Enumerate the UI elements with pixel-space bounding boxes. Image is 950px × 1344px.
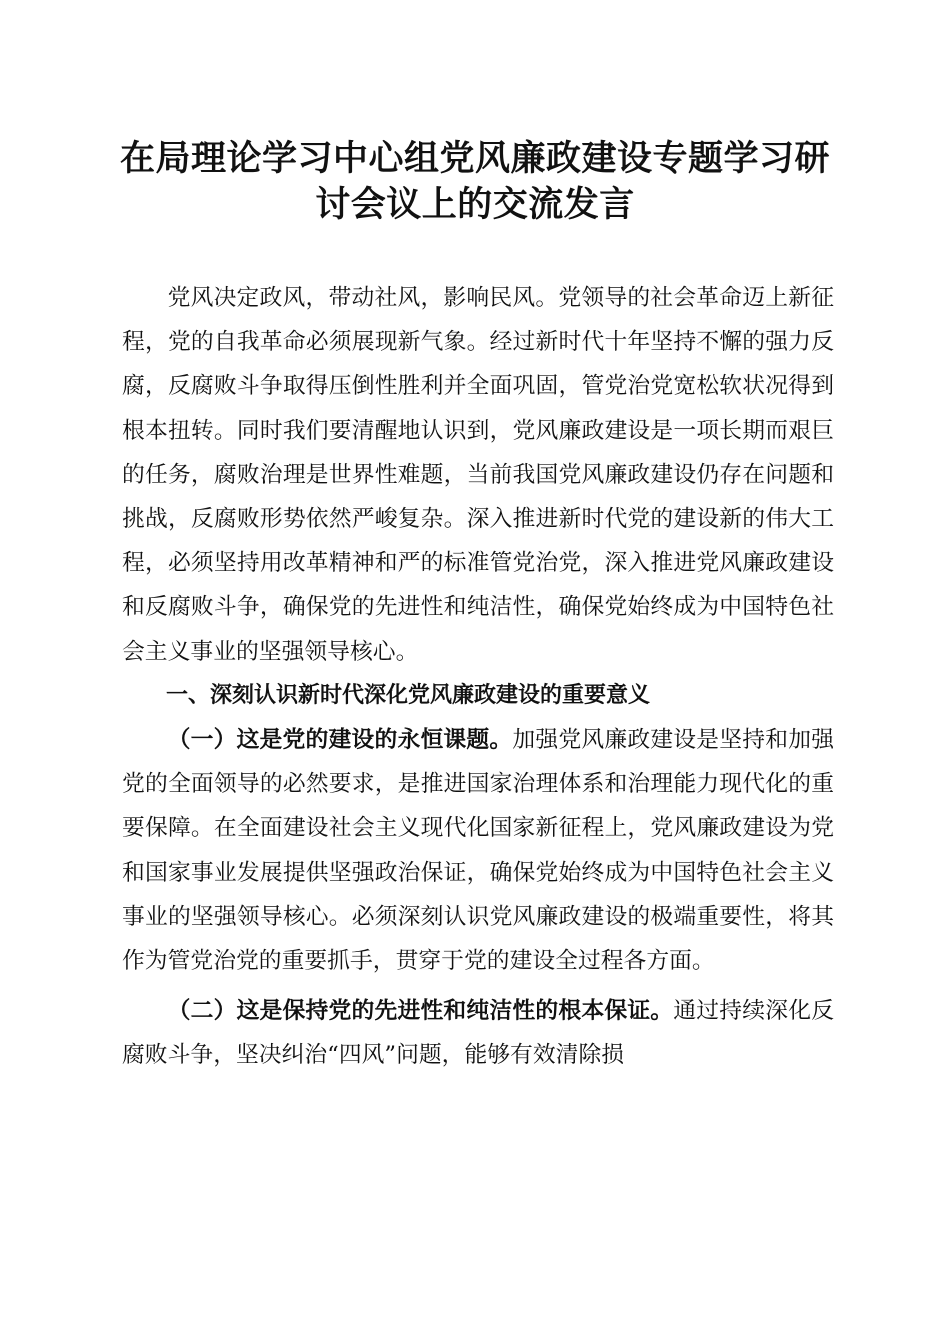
title-line-2: 讨会议上的交流发言: [315, 184, 635, 225]
subsection-paragraph-2: [122, 989, 834, 1077]
section-heading-1: 一、深刻认识新时代深化党风廉政建设的重要意义: [166, 682, 651, 708]
document-body: [122, 276, 834, 1078]
document-title: [100, 136, 850, 228]
subsection-text-2: 通过持续深化反腐败斗争，坚决纠治“四风”问题，能够有效清除损: [122, 998, 835, 1069]
subsection-text-1: 加强党风廉政建设是坚持和加强党的全面领导的必然要求，是推进国家治理体系和治理能力现代化的重要保障。在全面建设社会主义现代化国家新征程上，党风廉政建设为党和国家事业发展提供坚强政治保证，确保党始终成为中国特色社会主义事业的坚强领导核心。必须深刻认识党风廉政建设的极端重要性，将其作为管党治党的重要抓手，贯穿于党的建设全过程各方面。: [122, 727, 835, 975]
title-line-1: 在局理论学习中心组党风廉政建设专题学习研: [119, 138, 830, 179]
subsection-title-2: （二）这是保持党的先进性和纯洁性的根本保证。: [167, 998, 674, 1025]
intro-paragraph: 党风决定政风，带动社风，影响民风。党领导的社会革命迈上新征程，党的自我革命必须展现新气象。经过新时代十年坚持不懈的强力反腐，反腐败斗争取得压倒性胜利并全面巩固，管党治党宽松软状况得到根本扭转。同时我们要清醒地认识到，党风廉政建设是一项长期而艰巨的任务，腐败治理是世界性难题，当前我国党风廉政建设仍存在问题和挑战，反腐败形势依然严峻复杂。深入推进新时代党的建设新的伟大工程，必须坚持用改革精神和严的标准管党治党，深入推进党风廉政建设和反腐败斗争，确保党的先进性和纯洁性，确保党始终成为中国特色社会主义事业的坚强领导核心。: [122, 285, 834, 665]
subsection-paragraph-1: [122, 718, 834, 983]
subsection-title-1: （一）这是党的建设的永恒课题。: [167, 727, 513, 754]
